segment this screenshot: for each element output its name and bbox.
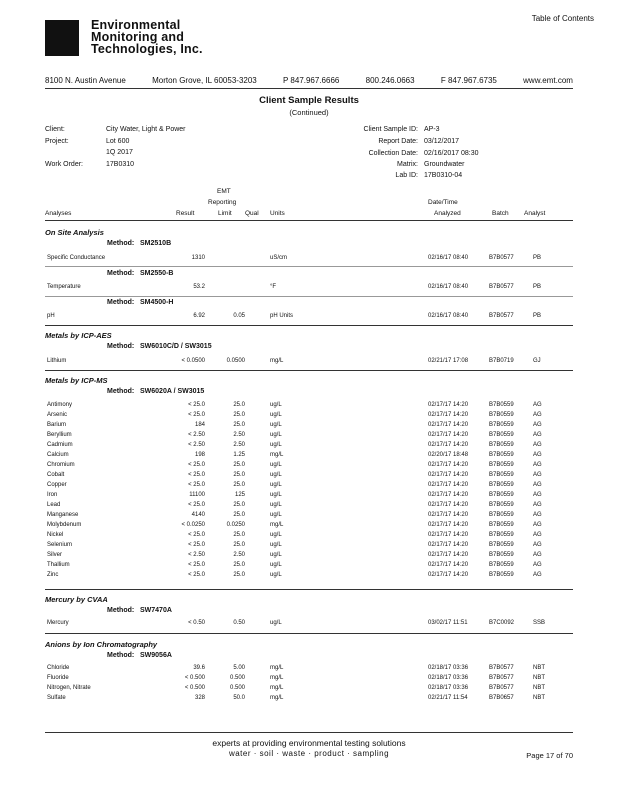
cell-analyzed: 02/17/17 14:20: [428, 552, 469, 558]
cell-batch: B7C0092: [489, 620, 515, 626]
phone: P 847.967.6666: [283, 76, 340, 85]
cell-units: ug/L: [270, 472, 282, 478]
report-date-label: Report Date:: [378, 138, 418, 145]
cell-analyst: NBT: [533, 695, 545, 701]
page-number: Page 17 of 70: [526, 751, 573, 760]
cell-analyst: AG: [533, 462, 542, 468]
cell-analyst: AG: [533, 402, 542, 408]
cell-analyst: AG: [533, 502, 542, 508]
col-datetime: Date/Time: [428, 199, 458, 206]
cell-units: mg/L: [270, 452, 284, 458]
cell-limit: 125: [234, 492, 245, 498]
cell-analyte: Chloride: [47, 665, 70, 671]
cell-limit: 25.0: [233, 562, 245, 568]
cell-limit: 25.0: [233, 502, 245, 508]
cell-analyte: Lead: [47, 502, 61, 508]
cell-analyst: AG: [533, 552, 542, 558]
cell-batch: B7B0559: [489, 532, 514, 538]
cell-result: < 25.0: [188, 572, 205, 578]
cell-batch: B7B0559: [489, 502, 514, 508]
cell-batch: B7B0559: [489, 462, 514, 468]
cell-analyte: Thallium: [47, 562, 70, 568]
cell-analyte: Fluoride: [47, 675, 69, 681]
cell-analyte: Selenium: [47, 542, 73, 548]
cell-analyte: Silver: [47, 552, 63, 558]
cell-batch: B7B0577: [489, 284, 514, 290]
page-title: Client Sample Results: [259, 95, 359, 106]
cell-result: < 0.50: [188, 620, 205, 626]
cell-analyte: Nitrogen, Nitrate: [47, 685, 91, 691]
cell-limit: 25.0: [233, 422, 245, 428]
cell-units: ug/L: [270, 542, 282, 548]
cell-units: °F: [270, 284, 277, 290]
cell-analyte: Antimony: [47, 402, 73, 408]
cell-analyzed: 02/17/17 14:20: [428, 482, 469, 488]
cell-batch: B7B0577: [489, 313, 514, 319]
table-row: [45, 620, 573, 630]
cell-analyte: Sulfate: [47, 695, 66, 701]
cell-limit: 25.0: [233, 482, 245, 488]
cell-units: ug/L: [270, 492, 282, 498]
cell-analyst: AG: [533, 442, 542, 448]
cell-limit: 25.0: [233, 402, 245, 408]
cell-batch: B7B0559: [489, 422, 514, 428]
cell-units: ug/L: [270, 502, 282, 508]
cell-analyzed: 02/17/17 14:20: [428, 442, 469, 448]
table-row: [45, 675, 573, 685]
section-icpms: Metals by ICP-MS: [45, 376, 108, 385]
cell-batch: B7B0559: [489, 472, 514, 478]
cell-limit: 0.0500: [226, 358, 245, 364]
cell-batch: B7B0559: [489, 482, 514, 488]
cell-analyte: Specific Conductance: [47, 255, 106, 261]
cell-analyte: Beryllium: [47, 432, 72, 438]
cell-units: ug/L: [270, 432, 282, 438]
col-reporting: Reporting: [208, 199, 237, 206]
cell-analyst: NBT: [533, 675, 545, 681]
lab-id-label: Lab ID:: [395, 172, 418, 179]
header-divider: [45, 88, 573, 89]
cell-limit: 2.50: [233, 442, 245, 448]
divider: [45, 266, 573, 267]
table-row: [45, 532, 573, 542]
table-row: [45, 432, 573, 442]
client-label: Client:: [45, 126, 65, 133]
method-label: Method:: [107, 343, 135, 350]
cell-analyte: Manganese: [47, 512, 79, 518]
table-row: [45, 422, 573, 432]
cell-result: < 25.0: [188, 402, 205, 408]
cell-units: ug/L: [270, 620, 282, 626]
table-row: [45, 442, 573, 452]
method-label: Method:: [107, 388, 135, 395]
table-row: [45, 492, 573, 502]
cell-units: ug/L: [270, 482, 282, 488]
cell-analyte: Copper: [47, 482, 67, 488]
cell-analyte: Arsenic: [47, 412, 68, 418]
section-anions: Anions by Ion Chromatography: [45, 640, 158, 649]
cell-analyte: Nickel: [47, 532, 64, 538]
cell-units: ug/L: [270, 512, 282, 518]
col-qual: Qual: [245, 210, 259, 217]
cell-analyzed: 02/17/17 14:20: [428, 502, 469, 508]
project-value: Lot 600: [106, 138, 130, 145]
cell-analyst: AG: [533, 512, 542, 518]
cell-analyst: PB: [533, 284, 542, 290]
table-row: [45, 255, 573, 265]
section-divider: [45, 370, 573, 371]
address-street: 8100 N. Austin Avenue: [45, 76, 126, 85]
cell-analyte: Cadmium: [47, 442, 73, 448]
cell-result: < 0.500: [184, 675, 205, 681]
cell-analyst: AG: [533, 532, 542, 538]
cell-units: mg/L: [270, 685, 284, 691]
cell-analyzed: 02/17/17 14:20: [428, 532, 469, 538]
cell-analyzed: 02/18/17 03:36: [428, 685, 469, 691]
cell-units: mg/L: [270, 695, 284, 701]
cell-units: ug/L: [270, 462, 282, 468]
cell-batch: B7B0577: [489, 255, 514, 261]
cell-units: uS/cm: [270, 255, 288, 261]
col-emt: EMT: [217, 188, 231, 195]
cell-batch: B7B0559: [489, 522, 514, 528]
company-logo: [45, 20, 79, 56]
client-value: City Water, Light & Power: [106, 126, 186, 133]
cell-analyzed: 02/20/17 18:48: [428, 452, 469, 458]
cell-result: 39.6: [193, 665, 205, 671]
method-label: Method:: [107, 240, 135, 247]
cell-analyst: SSB: [533, 620, 546, 626]
cell-batch: B7B0559: [489, 432, 514, 438]
cell-result: 184: [194, 422, 205, 428]
cell-result: < 2.50: [188, 442, 205, 448]
workorder-value: 17B0310: [106, 161, 135, 168]
cell-result: 6.92: [193, 313, 205, 319]
lab-id-value: 17B0310-04: [424, 172, 463, 179]
cell-limit: 5.00: [233, 665, 245, 671]
cell-analyst: AG: [533, 452, 542, 458]
cell-result: < 25.0: [188, 532, 205, 538]
table-row: [45, 472, 573, 482]
col-limit: Limit: [218, 210, 232, 217]
cell-result: < 25.0: [188, 482, 205, 488]
cell-units: ug/L: [270, 572, 282, 578]
cell-analyte: Zinc: [47, 572, 59, 578]
cell-analyst: AG: [533, 522, 542, 528]
website[interactable]: www.emt.com: [523, 76, 573, 85]
divider: [45, 296, 573, 297]
cell-analyst: NBT: [533, 685, 545, 691]
cell-units: ug/L: [270, 562, 282, 568]
cell-batch: B7B0719: [489, 358, 514, 364]
cell-units: ug/L: [270, 552, 282, 558]
cell-analyzed: 02/18/17 03:36: [428, 675, 469, 681]
cell-limit: 25.0: [233, 412, 245, 418]
section-onsite: On Site Analysis: [45, 228, 104, 237]
cell-units: ug/L: [270, 532, 282, 538]
cell-analyzed: 02/17/17 14:20: [428, 432, 469, 438]
table-row: [45, 412, 573, 422]
cell-result: < 0.0500: [181, 358, 205, 364]
cell-analyte: Barium: [47, 422, 67, 428]
page-subtitle: (Continued): [289, 108, 329, 117]
cell-limit: 0.500: [229, 685, 245, 691]
cell-analyte: Temperature: [47, 284, 81, 290]
cell-limit: 0.500: [229, 675, 245, 681]
cell-units: pH Units: [270, 313, 294, 319]
cell-limit: 0.05: [233, 313, 245, 319]
cell-result: 1310: [191, 255, 205, 261]
method-label: Method:: [107, 299, 135, 306]
col-result: Result: [176, 210, 195, 217]
method-value: SM4500-H: [140, 299, 174, 306]
table-row: [45, 462, 573, 472]
matrix-label: Matrix:: [397, 161, 418, 168]
cell-batch: B7B0559: [489, 552, 514, 558]
footer-tagline: experts at providing environmental testing solutions: [212, 738, 406, 748]
cell-units: mg/L: [270, 665, 284, 671]
cell-analyzed: 03/02/17 11:51: [428, 620, 468, 626]
cell-result: < 2.50: [188, 552, 205, 558]
method-label: Method:: [107, 607, 135, 614]
table-row: [45, 685, 573, 695]
cell-analyte: pH: [47, 313, 55, 319]
method-value: SW9056A: [140, 652, 172, 659]
cell-analyzed: 02/17/17 14:20: [428, 422, 469, 428]
table-row: [45, 482, 573, 492]
cell-units: ug/L: [270, 402, 282, 408]
method-value: SW6010C/D / SW3015: [140, 343, 212, 350]
cell-limit: 50.0: [233, 695, 245, 701]
method-value: SW6020A / SW3015: [140, 388, 205, 395]
collection-date-label: Collection Date:: [368, 150, 418, 157]
section-divider: [45, 325, 573, 326]
cell-analyzed: 02/16/17 08:40: [428, 255, 469, 261]
company-name-line3: Technologies, Inc.: [91, 42, 203, 56]
cell-batch: B7B0559: [489, 452, 514, 458]
footer-services: water · soil · waste · product · sampling: [228, 749, 390, 758]
table-row: [45, 313, 573, 323]
column-header-divider: [45, 220, 573, 221]
cell-limit: 25.0: [233, 472, 245, 478]
cell-result: 11100: [189, 492, 205, 498]
matrix-value: Groundwater: [424, 161, 465, 168]
cell-analyte: Molybdenum: [47, 522, 82, 528]
cell-analyte: Calcium: [47, 452, 69, 458]
cell-result: < 25.0: [188, 412, 205, 418]
company-name-line1: Environmental: [91, 18, 181, 32]
fax: F 847.967.6735: [440, 76, 497, 85]
cell-result: 198: [194, 452, 205, 458]
cell-batch: B7B0577: [489, 665, 514, 671]
cell-analyst: AG: [533, 572, 542, 578]
address-city: Morton Grove, IL 60053-3203: [152, 76, 257, 85]
cell-batch: B7B0559: [489, 492, 514, 498]
section-divider: [45, 589, 573, 590]
cell-analyst: PB: [533, 255, 542, 261]
cell-analyst: PB: [533, 313, 542, 319]
table-row: [45, 562, 573, 572]
table-row: [45, 358, 573, 368]
table-row: [45, 552, 573, 562]
cell-analyst: AG: [533, 492, 542, 498]
cell-units: mg/L: [270, 358, 284, 364]
cell-limit: 25.0: [233, 462, 245, 468]
col-analyst: Analyst: [524, 210, 546, 217]
footer-divider: [45, 732, 573, 733]
table-row: [45, 542, 573, 552]
cell-analyte: Iron: [47, 492, 58, 498]
cell-result: < 25.0: [188, 462, 205, 468]
cell-result: < 2.50: [188, 432, 205, 438]
method-value: SM2510B: [140, 240, 172, 247]
col-analyses: Analyses: [45, 210, 72, 217]
method-value: SM2550-B: [140, 270, 174, 277]
cell-analyst: AG: [533, 562, 542, 568]
address-bar: [45, 76, 573, 85]
section-mercury: Mercury by CVAA: [45, 595, 108, 604]
cell-result: < 25.0: [188, 472, 205, 478]
cell-limit: 25.0: [233, 572, 245, 578]
cell-limit: 2.50: [233, 432, 245, 438]
cell-analyte: Cobalt: [47, 472, 65, 478]
cell-analyzed: 02/17/17 14:20: [428, 472, 469, 478]
table-row: [45, 452, 573, 462]
sample-id-value: AP-3: [424, 126, 440, 133]
table-row: [45, 665, 573, 675]
col-units: Units: [270, 210, 285, 217]
project-label: Project:: [45, 138, 69, 145]
cell-batch: B7B0559: [489, 542, 514, 548]
cell-analyte: Chromium: [47, 462, 75, 468]
cell-batch: B7B0559: [489, 572, 514, 578]
cell-analyst: AG: [533, 412, 542, 418]
cell-limit: 0.0250: [226, 522, 245, 528]
cell-analyzed: 02/17/17 14:20: [428, 462, 469, 468]
cell-analyzed: 02/17/17 14:20: [428, 562, 469, 568]
cell-result: < 0.0250: [181, 522, 205, 528]
table-row: [45, 522, 573, 532]
cell-analyzed: 02/16/17 08:40: [428, 284, 469, 290]
method-value: SW7470A: [140, 607, 172, 614]
cell-analyzed: 02/17/17 14:20: [428, 522, 469, 528]
section-divider: [45, 633, 573, 634]
toll-free: 800.246.0663: [365, 76, 415, 85]
cell-batch: B7B0559: [489, 412, 514, 418]
method-label: Method:: [107, 652, 135, 659]
section-icpaes: Metals by ICP-AES: [45, 331, 112, 340]
cell-limit: 25.0: [233, 532, 245, 538]
cell-analyzed: 02/17/17 14:20: [428, 402, 469, 408]
cell-analyst: AG: [533, 422, 542, 428]
cell-result: 4140: [191, 512, 205, 518]
cell-analyst: AG: [533, 482, 542, 488]
cell-units: ug/L: [270, 422, 282, 428]
cell-result: 328: [194, 695, 205, 701]
cell-analyst: AG: [533, 542, 542, 548]
cell-limit: 25.0: [233, 512, 245, 518]
cell-batch: B7B0559: [489, 402, 514, 408]
project-value-2: 1Q 2017: [106, 149, 133, 156]
cell-batch: B7B0559: [489, 562, 514, 568]
col-batch: Batch: [492, 210, 509, 217]
cell-analyte: Mercury: [47, 620, 69, 626]
cell-limit: 1.25: [233, 452, 245, 458]
sample-id-label: Client Sample ID:: [363, 126, 418, 133]
cell-result: 53.2: [193, 284, 205, 290]
company-name-line2: Monitoring and: [91, 30, 185, 44]
cell-batch: B7B0577: [489, 675, 514, 681]
cell-analyzed: 02/17/17 14:20: [428, 572, 469, 578]
table-row: [45, 512, 573, 522]
workorder-label: Work Order:: [45, 161, 83, 168]
cell-analyst: GJ: [533, 358, 541, 364]
cell-result: < 0.500: [184, 685, 205, 691]
table-row: [45, 284, 573, 294]
cell-limit: 2.50: [233, 552, 245, 558]
cell-analyst: AG: [533, 472, 542, 478]
table-row: [45, 572, 573, 582]
table-of-contents-link[interactable]: Table of Contents: [531, 14, 594, 23]
cell-analyzed: 02/17/17 14:20: [428, 512, 469, 518]
cell-limit: 25.0: [233, 542, 245, 548]
cell-result: < 25.0: [188, 502, 205, 508]
cell-batch: B7B0657: [489, 695, 514, 701]
cell-analyst: AG: [533, 432, 542, 438]
method-label: Method:: [107, 270, 135, 277]
cell-analyzed: 02/17/17 14:20: [428, 542, 469, 548]
cell-units: mg/L: [270, 522, 284, 528]
table-row: [45, 695, 573, 705]
cell-analyzed: 02/21/17 11:54: [428, 695, 468, 701]
col-analyzed: Analyzed: [434, 210, 461, 217]
report-date-value: 03/12/2017: [424, 138, 460, 145]
cell-limit: 0.50: [233, 620, 245, 626]
cell-batch: B7B0559: [489, 512, 514, 518]
collection-date-value: 02/16/2017 08:30: [424, 150, 479, 157]
cell-units: ug/L: [270, 412, 282, 418]
table-row: [45, 402, 573, 412]
cell-analyzed: 02/17/17 14:20: [428, 492, 469, 498]
cell-result: < 25.0: [188, 562, 205, 568]
table-row: [45, 502, 573, 512]
company-name: [91, 19, 203, 55]
cell-analyzed: 02/21/17 17:08: [428, 358, 469, 364]
cell-units: mg/L: [270, 675, 284, 681]
cell-analyzed: 02/17/17 14:20: [428, 412, 469, 418]
cell-batch: B7B0559: [489, 442, 514, 448]
cell-result: < 25.0: [188, 542, 205, 548]
cell-analyzed: 02/18/17 03:36: [428, 665, 469, 671]
cell-units: ug/L: [270, 442, 282, 448]
cell-analyst: NBT: [533, 665, 545, 671]
cell-analyzed: 02/16/17 08:40: [428, 313, 469, 319]
cell-analyte: Lithium: [47, 358, 67, 364]
cell-batch: B7B0577: [489, 685, 514, 691]
